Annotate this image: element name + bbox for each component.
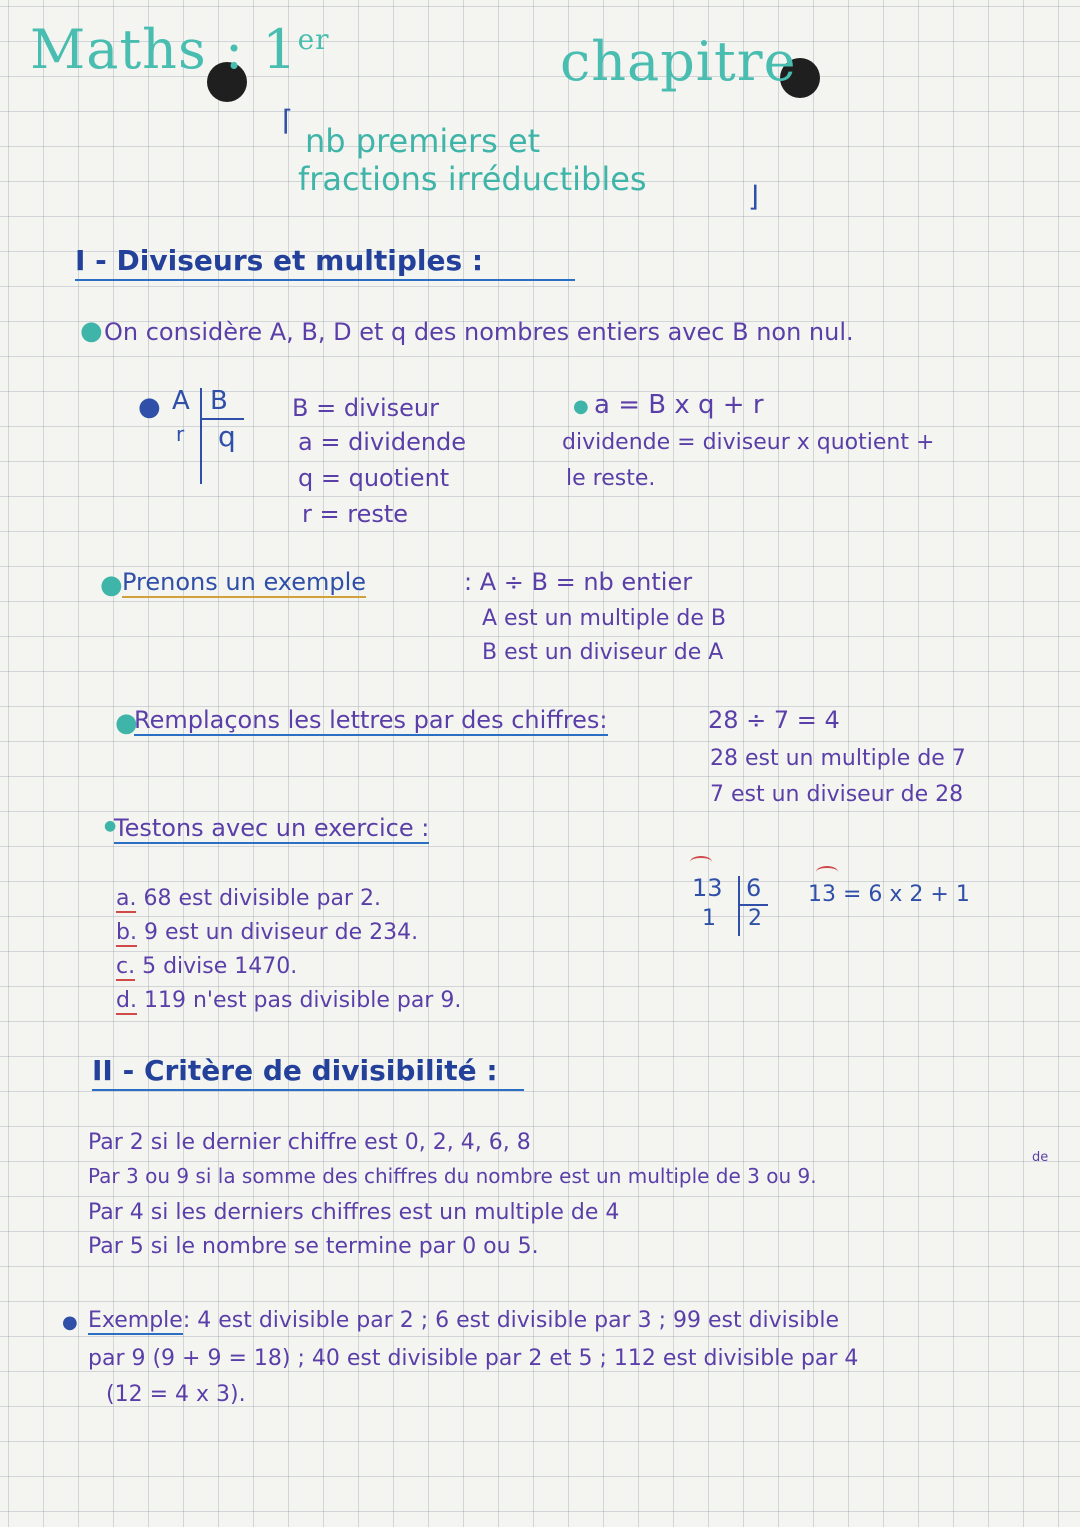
page-title (30, 18, 330, 81)
bullet-icon: ● (104, 818, 117, 834)
division-B: B (210, 386, 228, 416)
formula: a = B x q + r (594, 390, 764, 420)
subtitle-line1: nb premiers et (305, 122, 541, 160)
bullet-icon: ● (80, 316, 103, 346)
section1-heading: I - Diviseurs et multiples : (75, 244, 575, 281)
example-label: Prenons un exemple (122, 568, 367, 596)
exercise-item (116, 988, 461, 1013)
division-bar-horizontal (200, 418, 244, 420)
mini-divisor: 6 (746, 874, 762, 902)
exercise-text: 5 divise 1470. (142, 954, 298, 979)
exercise-letter: c. (116, 954, 136, 979)
rule-line: Par 5 si le nombre se termine par 0 ou 5. (88, 1234, 539, 1259)
mini-dividend: 13 (692, 874, 723, 902)
division-A: A (172, 386, 190, 416)
exercise-text: 119 n'est pas divisible par 9. (143, 988, 462, 1013)
replace-label: Remplaçons les lettres par des chiffres: (134, 706, 608, 734)
legend-line: B = diviseur (292, 394, 439, 422)
section2-heading: II - Critère de divisibilité : (92, 1054, 524, 1091)
division-q: q (218, 420, 236, 453)
formula-words-line1: dividende = diviseur x quotient + (562, 430, 935, 455)
section2-example-label: Exemple (88, 1308, 183, 1333)
division-r: r (176, 422, 185, 446)
mini-remainder: 1 (702, 906, 716, 931)
exercise-label: Testons avec un exercice : (114, 814, 430, 842)
section2-example-line3: (12 = 4 x 3). (106, 1382, 246, 1407)
rule-line: Par 4 si les derniers chiffres est un multiple de 4 (88, 1200, 620, 1225)
example-line3: B est un diviseur de A (482, 640, 724, 665)
example-equation: : A ÷ B = nb entier (464, 568, 693, 596)
section2-example-line1: : 4 est divisible par 2 ; 6 est divisible par 3 ; 99 est divisible (182, 1308, 839, 1333)
exercise-text: 68 est divisible par 2. (143, 886, 381, 911)
legend-line: a = dividende (298, 428, 467, 456)
replace-equation: 28 ÷ 7 = 4 (708, 706, 840, 734)
mini-equation: 13 = 6 x 2 + 1 (808, 882, 970, 907)
carry-arc-icon (690, 856, 712, 868)
exercise-item (116, 954, 297, 979)
bullet-icon: ● (138, 392, 161, 422)
title-left: Maths : 1 (30, 18, 298, 81)
mini-bar-horizontal (738, 904, 768, 906)
section2-example-line2: par 9 (9 + 9 = 18) ; 40 est divisible par 2 et 5 ; 112 est divisible par 4 (88, 1346, 859, 1371)
bullet-icon: ● (62, 1312, 78, 1333)
subtitle-bracket-open: ⌈ (282, 104, 293, 137)
legend-line: q = quotient (298, 464, 450, 492)
division-bar-vertical (200, 388, 202, 484)
legend-line: r = reste (302, 500, 409, 528)
carry-arc-icon (816, 866, 838, 878)
exercise-item (116, 886, 381, 911)
bullet-icon: ● (573, 396, 589, 417)
title-sup: er (297, 23, 330, 56)
section2-example (88, 1308, 839, 1333)
example-line2: A est un multiple de B (482, 606, 726, 631)
exercise-letter: b. (116, 920, 137, 945)
intro-text: On considère A, B, D et q des nombres entiers avec B non nul. (104, 318, 854, 346)
rule-line: Par 3 ou 9 si la somme des chiffres du nombre est un multiple de 3 ou 9. (88, 1164, 817, 1188)
title-right: chapitre (560, 30, 797, 93)
rule-line: Par 2 si le dernier chiffre est 0, 2, 4, 6, 8 (88, 1130, 531, 1155)
exercise-letter: d. (116, 988, 137, 1013)
replace-line2: 28 est un multiple de 7 (710, 746, 966, 771)
exercise-letter: a. (116, 886, 137, 911)
bullet-icon: ● (115, 708, 138, 738)
subtitle-bracket-close: ⌋ (748, 180, 759, 213)
mini-bar-vertical (738, 876, 740, 936)
formula-words-line2: le reste. (566, 466, 656, 491)
mini-quotient: 2 (748, 906, 762, 931)
exercise-text: 9 est un diviseur de 234. (143, 920, 419, 945)
replace-line3: 7 est un diviseur de 28 (710, 782, 964, 807)
rule-sup: de (1032, 1150, 1049, 1165)
bullet-icon: ● (100, 570, 123, 600)
exercise-item (116, 920, 418, 945)
subtitle-line2: fractions irréductibles (298, 160, 647, 198)
